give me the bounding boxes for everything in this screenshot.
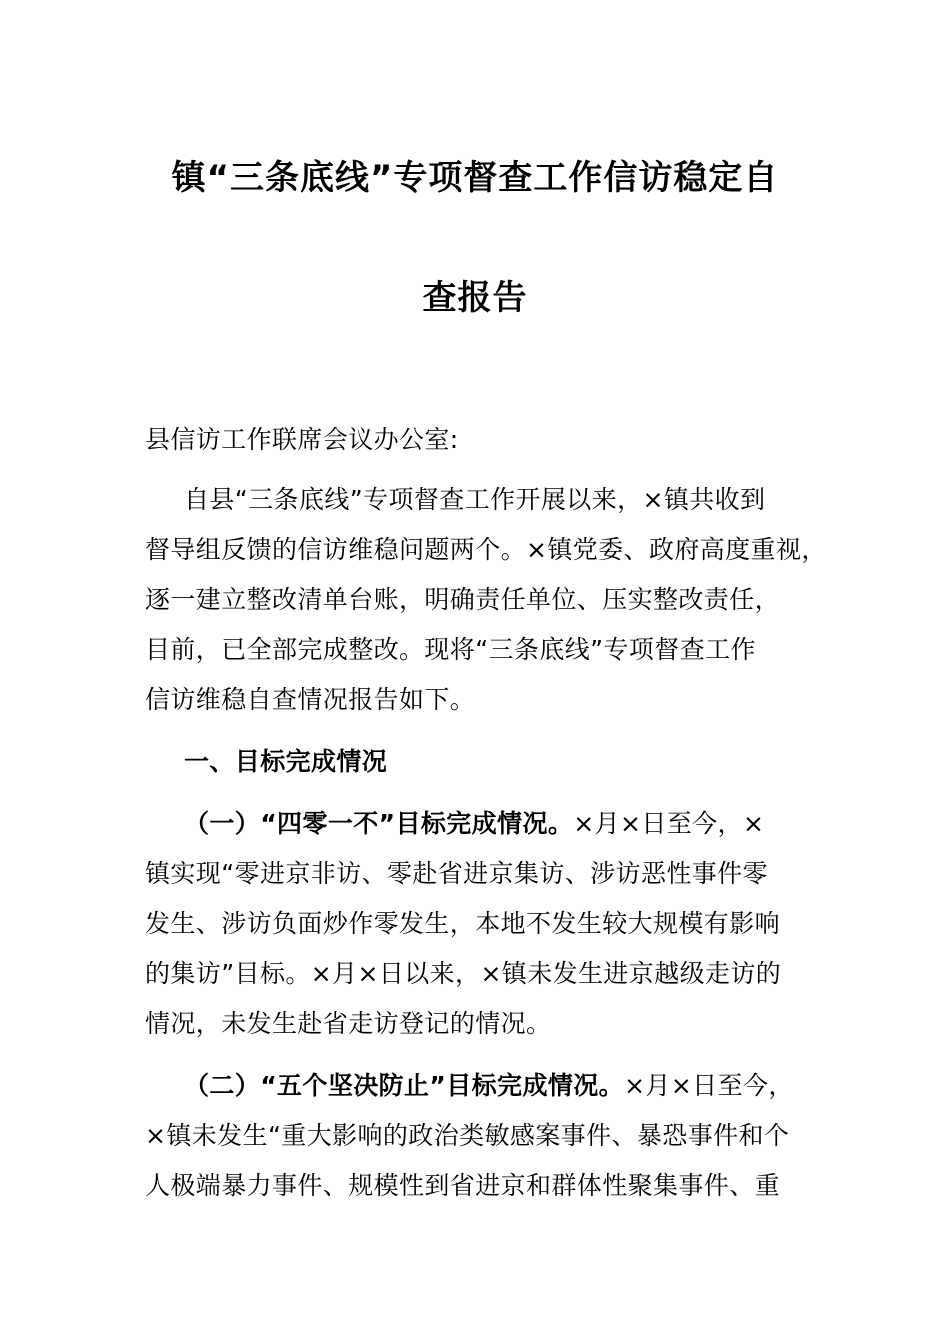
subsection-2-line: 人极端暴力事件、规模性到省进京和群体性聚集事件、重: [145, 1171, 781, 1200]
intro-line: 自县“三条底线”专项督查工作开展以来，×镇共收到: [184, 485, 766, 514]
report-title-line-2: 查报告: [422, 278, 528, 318]
subsection-1-line: 的集访”目标。×月×日以来，×镇未发生进京越级走访的: [145, 959, 782, 988]
subsection-1-text: ×月×日至今，×: [573, 809, 765, 838]
subsection-1-line: 情况，未发生赴省走访登记的情况。: [145, 1009, 552, 1038]
subsection-2-heading: （二）“五个坚决防止”目标完成情况。: [184, 1071, 625, 1100]
subsection-1-first-line: [184, 808, 764, 840]
intro-line: 逐一建立整改清单台账，明确责任单位、压实整改责任，: [145, 585, 781, 614]
subsection-2-first-line: [184, 1070, 794, 1102]
addressee: 县信访工作联席会议办公室:: [145, 425, 459, 454]
intro-line: 信访维稳自查情况报告如下。: [145, 685, 476, 714]
intro-line: 目前，已全部完成整改。现将“三条底线”专项督查工作: [145, 635, 756, 664]
subsection-1-line: 镇实现“零进京非访、零赴省进京集访、涉访恶性事件零: [145, 859, 768, 888]
subsection-2-line: ×镇未发生“重大影响的政治类敏感案事件、暴恐事件和个: [145, 1121, 790, 1150]
report-title-line-1: 镇“三条底线”专项督查工作信访稳定自: [171, 158, 779, 198]
subsection-2-text: ×月×日至今，: [624, 1071, 794, 1100]
intro-line: 督导组反馈的信访维稳问题两个。×镇党委、政府高度重视，: [145, 535, 827, 564]
subsection-1-line: 发生、涉访负面炒作零发生，本地不发生较大规模有影响: [145, 909, 781, 938]
subsection-1-heading: （一）“四零一不”目标完成情况。: [184, 809, 574, 838]
section-heading: 一、目标完成情况: [184, 747, 388, 776]
